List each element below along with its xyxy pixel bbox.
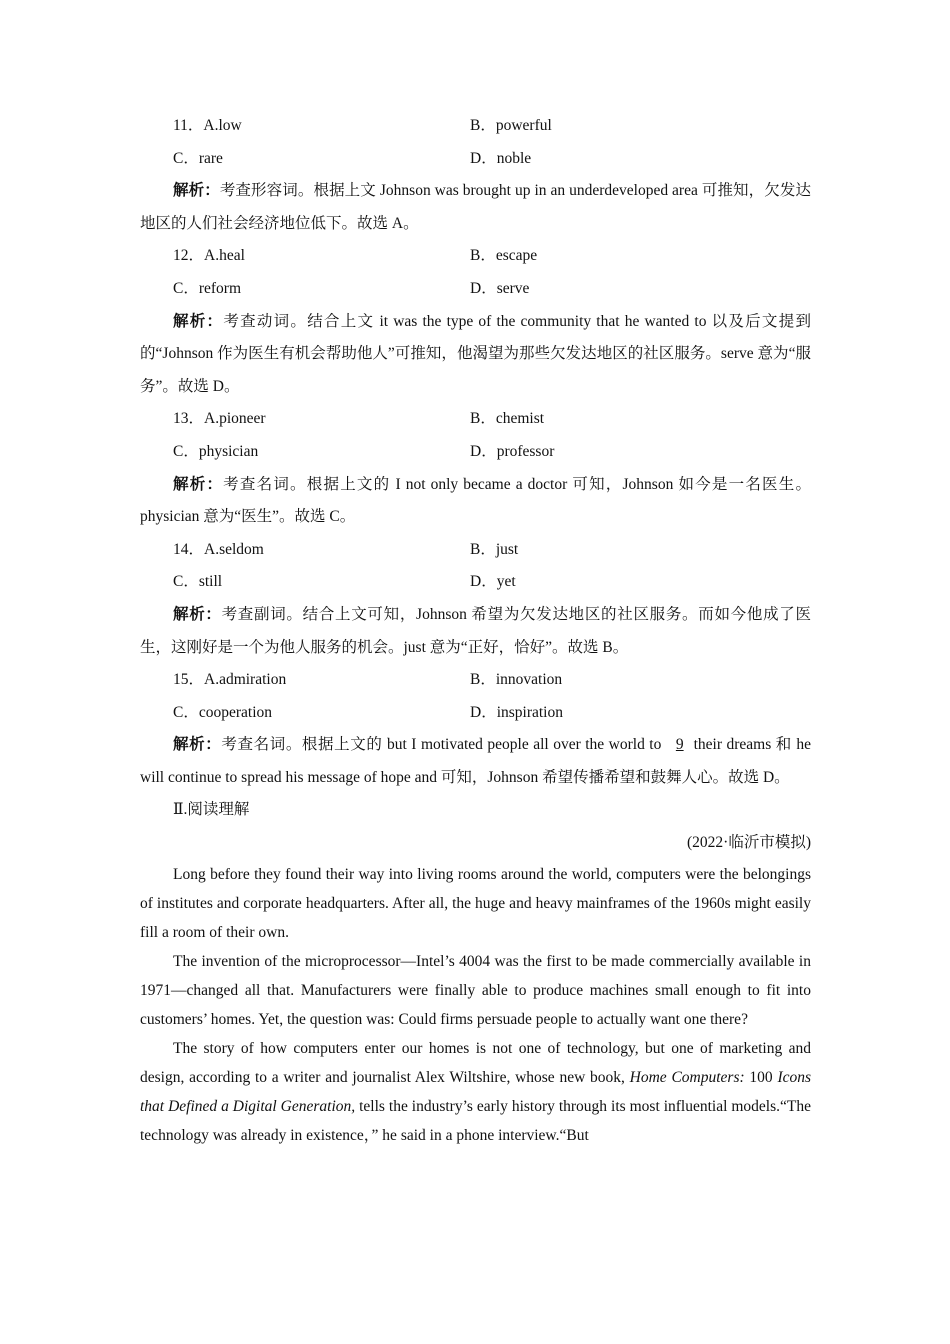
blank-number: 9: [675, 736, 684, 754]
option-c: C．reform: [173, 279, 242, 297]
question-11-options-row-2: [140, 143, 811, 176]
question-14-analysis: [140, 599, 811, 664]
option-c: C．rare: [173, 149, 223, 167]
analysis-tag: 解析：: [173, 605, 222, 623]
passage-paragraph-2: The invention of the microprocessor—Intel’s 4004 was the first to be made commercially available in 1971—changed all that. Manufacturers were finally able to produce machines small enough to fit into customers’ homes. Yet, the question was: Could firms persuade people to actually want one there?: [140, 952, 811, 1028]
question-12-options-row-2: [140, 273, 811, 306]
option-c: C．cooperation: [173, 703, 273, 721]
analysis-text: 考查名词。根据上文的 but I motivated people all over the world to: [221, 736, 666, 754]
option-a: 11．A.low: [173, 117, 242, 134]
question-12-options-row-1: [140, 240, 811, 273]
book-title-part-2: Icons that Defined a Digital Generation,: [140, 1068, 812, 1115]
question-15-options-row-2: [140, 697, 811, 730]
section-heading: Ⅱ.阅读理解: [173, 801, 250, 819]
option-b: B．chemist: [470, 410, 545, 428]
option-b: B．escape: [470, 247, 538, 265]
analysis-text: 考查形容词。根据上文 Johnson was brought up in an underdeveloped area 可推知，欠发达地区的人们社会经济地位低下。故选 A。: [140, 182, 811, 232]
option-c: C．still: [173, 573, 223, 591]
question-14-options-row-2: [140, 566, 811, 599]
option-d: D．noble: [470, 149, 532, 167]
option-a: 13．A.pioneer: [173, 410, 266, 428]
question-12-analysis: [140, 306, 811, 404]
question-13-options-row-1: [140, 403, 811, 436]
question-15-analysis: [140, 729, 811, 794]
option-a: 15．A.admiration: [173, 671, 287, 689]
question-11-options-row-1: [140, 110, 811, 143]
option-b: B．powerful: [470, 117, 552, 134]
analysis-tag: 解析：: [173, 475, 224, 493]
analysis-text-cont: their dreams 和 he will continue to spread his message of hope and 可知，Johnson 希望传播希望和鼓舞人心。故选 D。: [140, 736, 811, 786]
paragraph-text-cont: tells the industry’s early history through its most influential models.“The technology was already in existence，” he said in a phone interview.“But: [140, 1097, 811, 1144]
analysis-tag: 解析：: [173, 312, 224, 330]
question-11-analysis: [140, 175, 811, 240]
question-13-analysis: [140, 469, 811, 534]
option-c: C．physician: [173, 442, 259, 460]
option-a: 14．A.seldom: [173, 540, 264, 558]
analysis-text: 考查副词。结合上文可知，Johnson 希望为欠发达地区的社区服务。而如今他成了医生，这刚好是一个为他人服务的机会。just 意为“正好，恰好”。故选 B。: [140, 605, 811, 656]
question-13-options-row-2: [140, 436, 811, 469]
analysis-tag: 解析：: [173, 736, 222, 754]
option-b: B．just: [470, 540, 519, 558]
question-14-options-row-1: [140, 534, 811, 567]
passage-paragraph-3: [140, 1034, 811, 1150]
option-d: D．inspiration: [470, 703, 563, 721]
option-b: B．innovation: [470, 671, 563, 689]
option-d: D．professor: [470, 442, 555, 460]
paragraph-text: The story of how computers enter our homes is not one of technology, but one of marketing and design, according to a writer and journalist Alex Wiltshire, whose new book,: [140, 1039, 811, 1086]
passage-source: (2022·临沂市模拟): [687, 834, 811, 852]
option-d: D．serve: [470, 279, 530, 297]
analysis-tag: 解析：: [173, 182, 220, 200]
analysis-text: 考查动词。结合上文 it was the type of the community that he wanted to 以及后文提到的“Johnson 作为医生有机会帮助他人”可推知，他渴望为那些欠发达地区的社区服务。serve 意为“服务”。故选 D。: [140, 312, 811, 395]
analysis-text: 考查名词。根据上文的 I not only became a doctor 可知，Johnson 如今是一名医生。physician 意为“医生”。故选 C。: [140, 475, 811, 526]
book-title-number: 100: [744, 1068, 778, 1086]
passage-paragraph-1: Long before they found their way into living rooms around the world, computers were the belongings of institutes and corporate headquarters. After all, the huge and heavy mainframes of the 1960s might easily fill a room of their own.: [140, 865, 811, 941]
book-title-part-1: Home Computers:: [629, 1068, 745, 1086]
question-15-options-row-1: [140, 664, 811, 697]
option-a: 12．A.heal: [173, 247, 245, 265]
option-d: D．yet: [470, 573, 516, 591]
document-page: [140, 110, 811, 1150]
